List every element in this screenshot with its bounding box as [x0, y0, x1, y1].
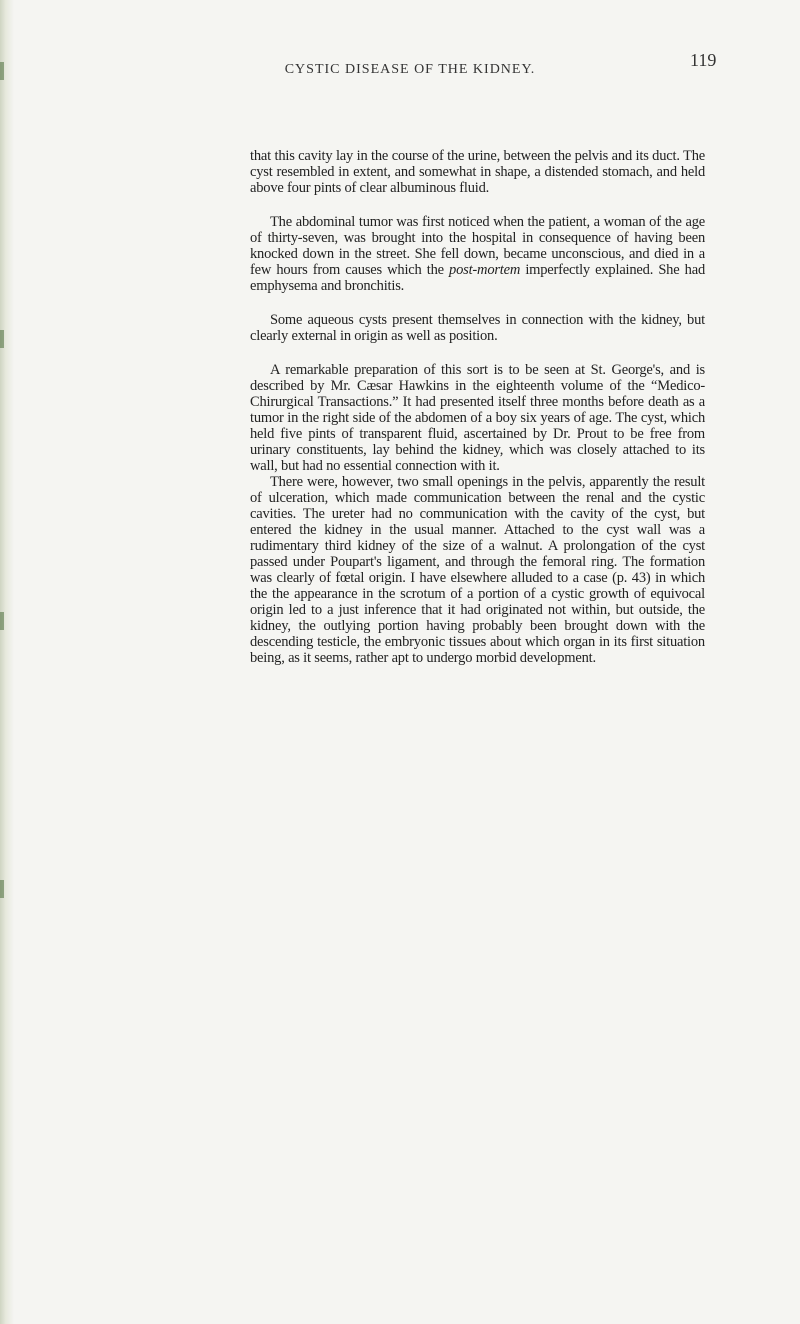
paragraph-text: The abdominal tumor was first noticed when the patient, a woman of the age of thirty-seven, was brought into the hospital in consequence of having been knocked down in the street. She fell down, became unconscious, and died in a few hours from causes which the	[250, 214, 705, 278]
paragraph-remarkable-preparation: A remarkable preparation of this sort is to be seen at St. George's, and is described by Mr. Cæsar Hawkins in the eighteenth volume of the “Medico-Chirurgical Transactions.” It had presented itself three months before death as a tumor in the right side of the abdomen of a boy six years of age. The cyst, which held five pints of transparent fluid, ascertained by Dr. Prout to be free from urinary constituents, lay behind the kidney, which was closely attached to its wall, but had no essential connection with it.	[250, 362, 705, 474]
running-head: CYSTIC DISEASE OF THE KIDNEY.	[284, 62, 536, 77]
page-edge-mark	[0, 880, 4, 898]
body-text	[250, 148, 705, 666]
page-edge-mark	[0, 330, 4, 348]
page-edge-mark	[0, 62, 4, 80]
paragraph-cyst-description: that this cavity lay in the course of the urine, between the pelvis and its duct. The cyst resembled in extent, and somewhat in shape, a distended stomach, and held above four pints of clear albuminous fluid.	[250, 148, 705, 196]
paragraph-openings-pelvis: There were, however, two small openings in the pelvis, apparently the result of ulceration, which made communication between the renal and the cystic cavities. The ureter had no communication with the cavity of the cyst, but entered the kidney in the usual manner. Attached to the cyst wall was a rudimentary third kidney of the size of a walnut. A prolongation of the cyst passed under Poupart's ligament, and through the femoral ring. The formation was clearly of fœtal origin. I have elsewhere alluded to a case (p. 43) in which the the appearance in the scrotum of a portion of a cystic growth of equivocal origin led to a just inference that it had originated not within, but outside, the kidney, the outlying portion having probably been brought down with the descending testicle, the embryonic tissues about which organ in its first situation being, as it seems, rather apt to undergo morbid development.	[250, 474, 705, 666]
paragraph-patient-case	[250, 214, 705, 294]
page-edge-mark	[0, 612, 4, 630]
paragraph-aqueous-cysts: Some aqueous cysts present themselves in connection with the kidney, but clearly external in origin as well as position.	[250, 312, 705, 344]
italic-term: post-mortem	[449, 262, 521, 278]
page-edge-shadow	[0, 0, 14, 1324]
page-number: 119	[690, 50, 717, 70]
paragraph-text: imperfectly explained. She had emphysema and bronchitis.	[250, 262, 705, 294]
